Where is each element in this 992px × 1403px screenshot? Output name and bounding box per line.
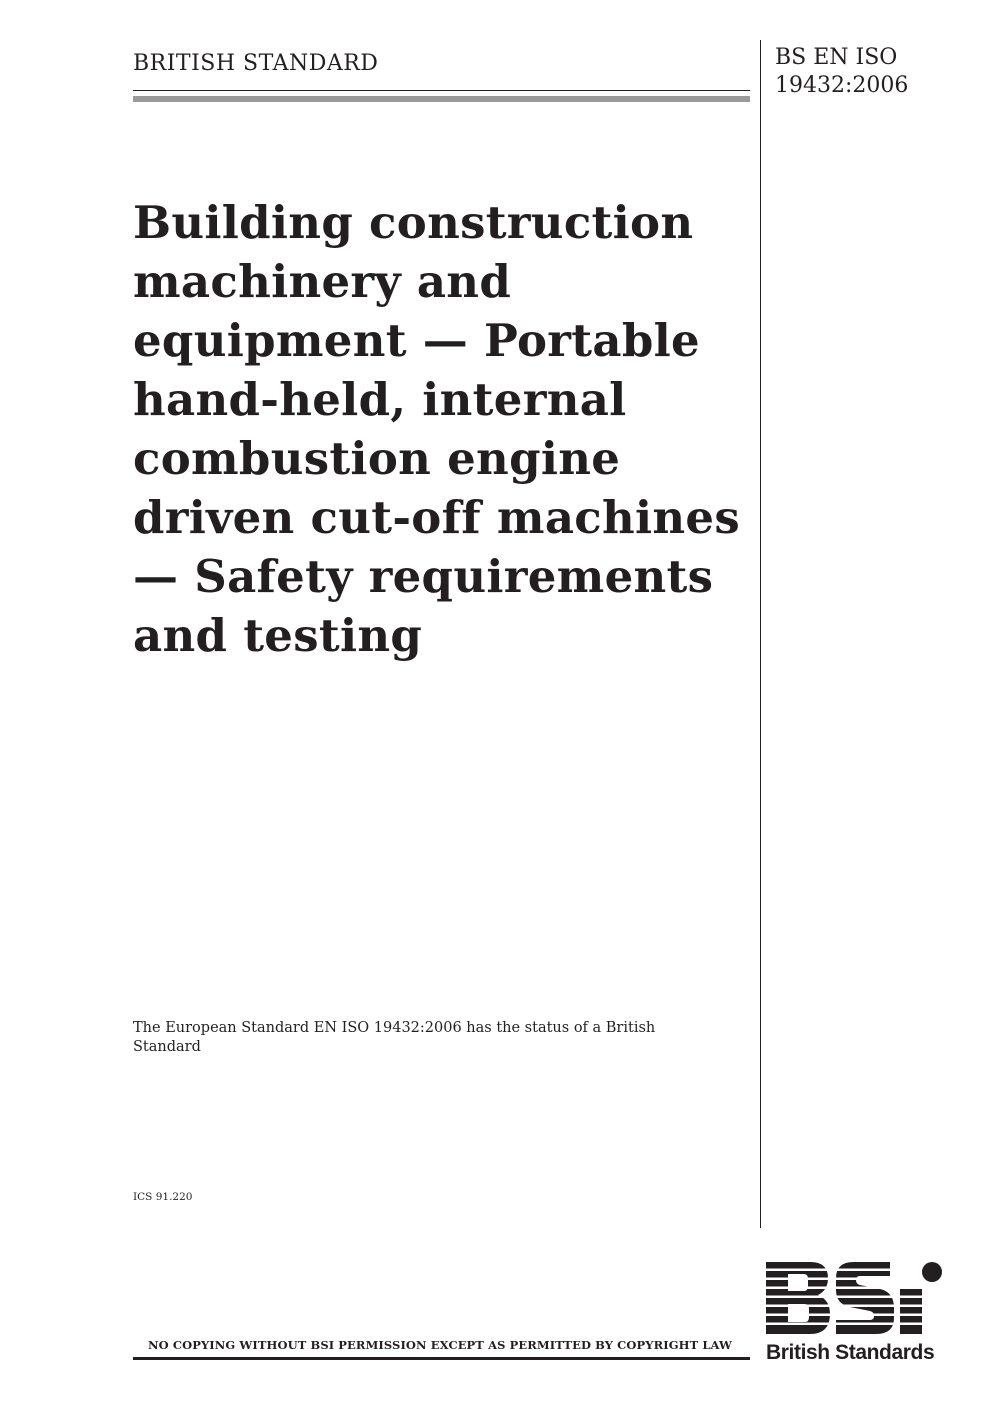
document-title: Building construction machinery and equipment — Portable hand-held, internal combustion engine driven cut-off machines — Safety requirements and testing <box>133 196 740 662</box>
document-number <box>775 44 975 100</box>
bsi-logo-subtitle: British Standards <box>766 1341 935 1364</box>
bsi-logo <box>762 1258 962 1370</box>
header-label: BRITISH STANDARD <box>133 51 379 76</box>
header-rule-thick <box>133 96 750 102</box>
bsi-logo-icon <box>766 1262 946 1334</box>
vertical-divider <box>760 40 761 1228</box>
status-statement: The European Standard EN ISO 19432:2006 has the status of a British Standard <box>133 1020 656 1055</box>
header-rule-thin <box>133 90 750 91</box>
copyright-notice: NO COPYING WITHOUT BSI PERMISSION EXCEPT AS PERMITTED BY COPYRIGHT LAW <box>148 1338 733 1352</box>
footer-rule <box>133 1357 750 1360</box>
document-number-line2: 19432:2006 <box>775 73 909 98</box>
document-number-line1: BS EN ISO <box>775 45 898 70</box>
ics-code: ICS 91.220 <box>133 1191 193 1203</box>
